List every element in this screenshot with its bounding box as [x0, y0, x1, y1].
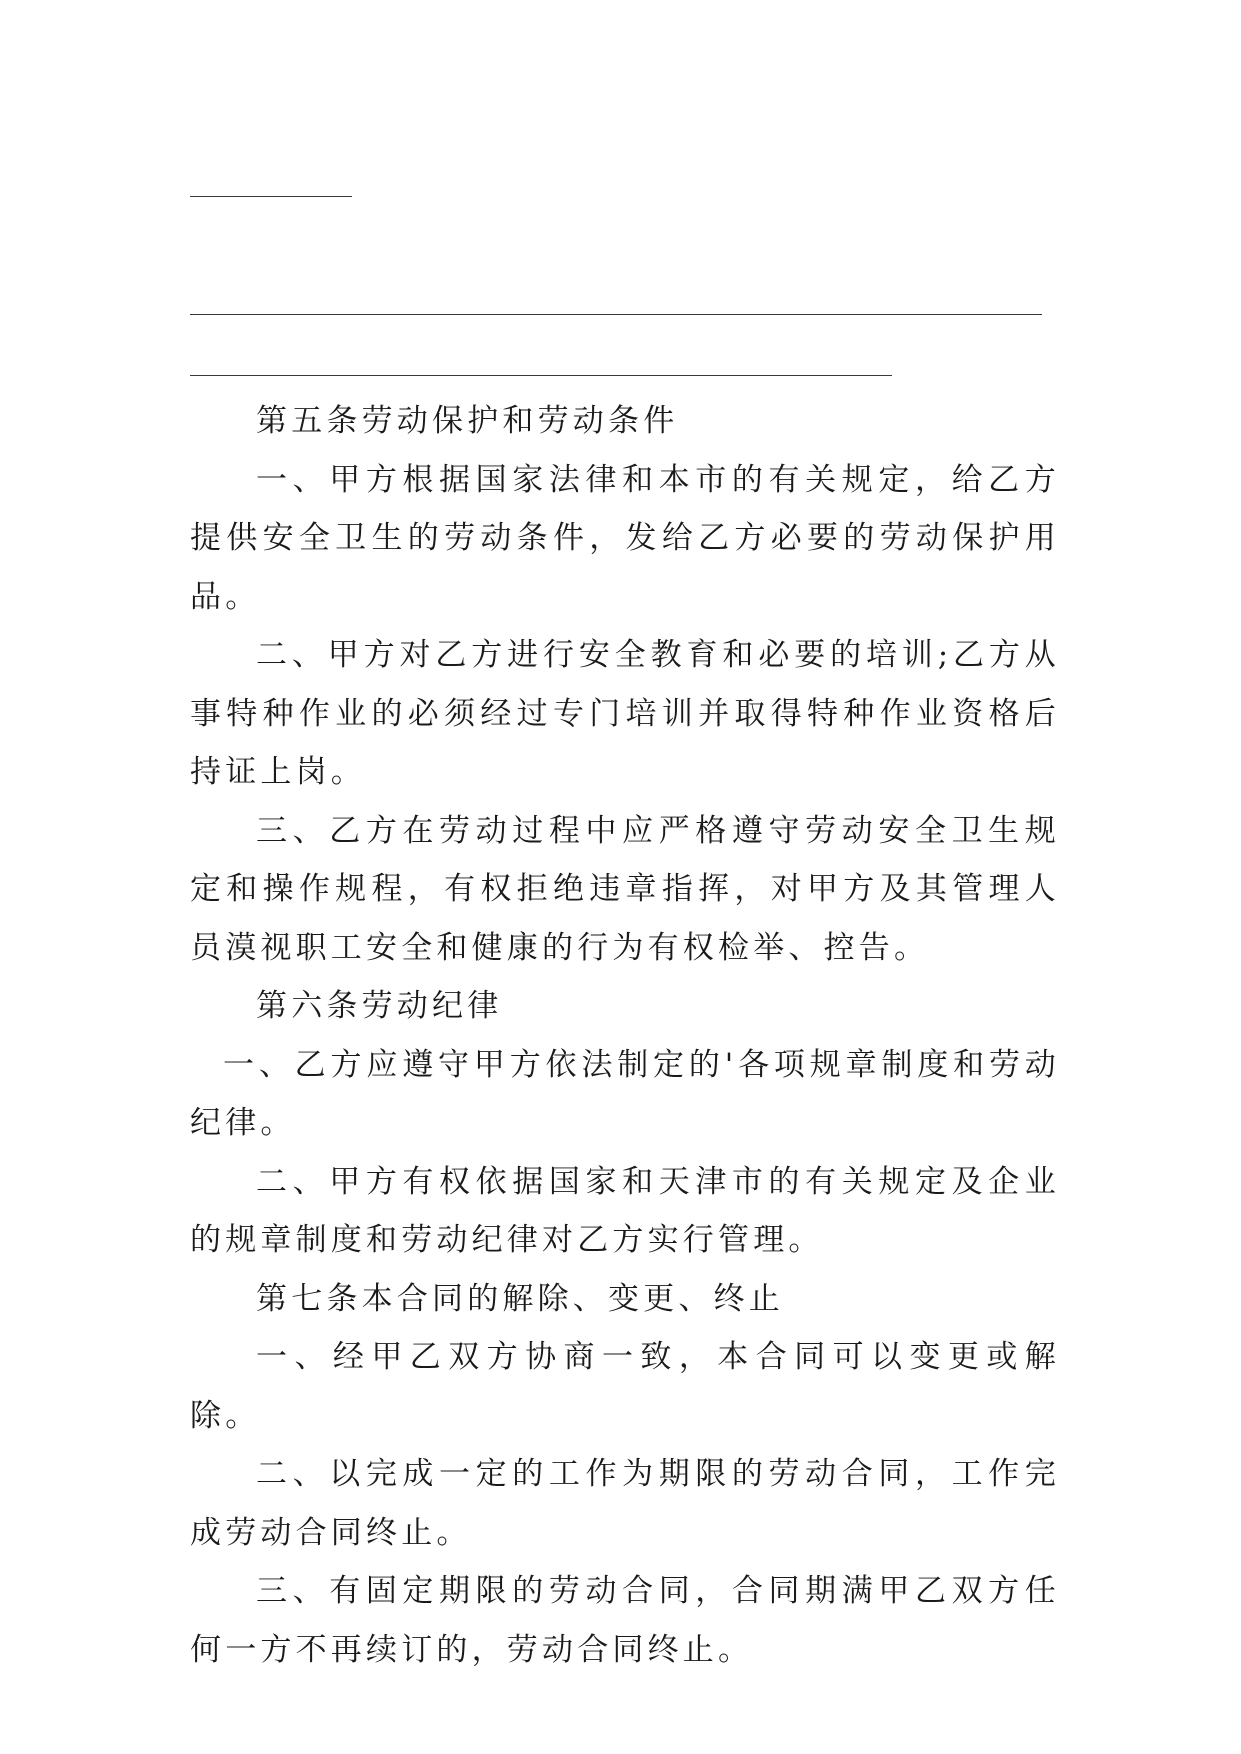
fill-in-line [190, 314, 1042, 315]
section-heading-article-6: 第六条劳动纪律 [256, 988, 503, 1024]
fill-in-line [190, 375, 892, 376]
clause-paragraph: 三、有固定期限的劳动合同，合同期满甲乙双方任何一方不再续订的，劳动合同终止。 [190, 1573, 1060, 1668]
contract-body [190, 392, 1060, 1679]
section-heading-article-5: 第五条劳动保护和劳动条件 [256, 403, 679, 439]
clause-paragraph: 二、以完成一定的工作为期限的劳动合同，工作完成劳动合同终止。 [190, 1456, 1060, 1551]
section-heading-article-7: 第七条本合同的解除、变更、终止 [256, 1280, 784, 1317]
clause-paragraph: 一、乙方应遵守甲方依法制定的'各项规章制度和劳动纪律。 [190, 1046, 1060, 1141]
clause-paragraph: 二、甲方有权依据国家和天津市的有关规定及企业的规章制度和劳动纪律对乙方实行管理。 [190, 1163, 1060, 1258]
clause-paragraph: 二、甲方对乙方进行安全教育和必要的培训;乙方从事特种作业的必须经过专门培训并取得特种作业资格后持证上岗。 [190, 637, 1060, 790]
clause-paragraph: 一、甲方根据国家法律和本市的有关规定，给乙方提供安全卫生的劳动条件，发给乙方必要的劳动保护用品。 [190, 461, 1060, 615]
fill-in-line [190, 196, 352, 197]
clause-paragraph: 三、乙方在劳动过程中应严格遵守劳动安全卫生规定和操作规程，有权拒绝违章指挥，对甲方及其管理人员漠视职工安全和健康的行为有权检举、控告。 [190, 812, 1060, 966]
clause-paragraph: 一、经甲乙双方协商一致，本合同可以变更或解除。 [190, 1339, 1060, 1434]
